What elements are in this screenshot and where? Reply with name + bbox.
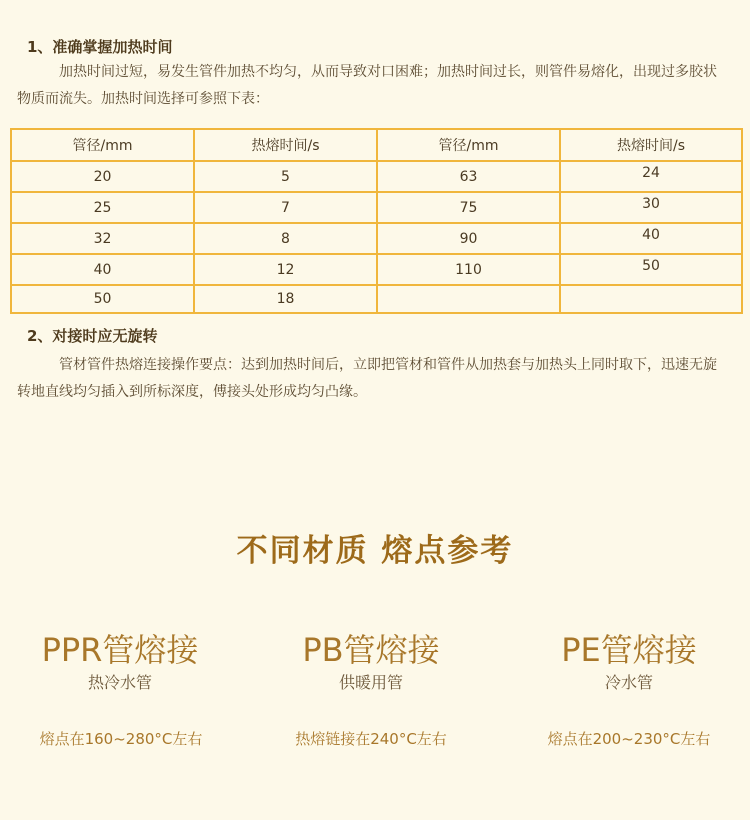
section1-title: 1、准确掌握加热时间	[27, 38, 173, 56]
table-row	[11, 254, 742, 285]
table-cell: 110	[377, 254, 560, 285]
material-pe	[514, 628, 744, 694]
table-header-row	[11, 129, 742, 161]
material-ppr	[5, 628, 235, 694]
material-use: 供暖用管	[338, 673, 403, 692]
header-pipe-diameter: 管径/mm	[377, 129, 560, 161]
section2-text: 管材管件热熔连接操作要点：达到加热时间后，立即把管材和管件从加热套与加热头上同时取下，迅速无旋转地直线均匀插入到所标深度，傅接头处形成均匀凸缘。	[17, 357, 717, 400]
material-pb	[256, 628, 486, 694]
table-cell: 8	[194, 223, 377, 254]
material-name: PPR管熔接	[41, 631, 199, 669]
header-heat-time: 热熔时间/s	[560, 129, 742, 161]
material-melt-pb: 热熔链接在240°C左右	[295, 730, 447, 748]
table-row	[11, 161, 742, 192]
table-cell: 50	[11, 285, 194, 313]
table-cell: 40	[560, 223, 742, 254]
table-cell	[377, 285, 560, 313]
table-cell	[560, 285, 742, 313]
table-cell: 7	[194, 192, 377, 223]
heating-time-table	[10, 128, 743, 314]
section2-title: 2、对接时应无旋转	[27, 327, 158, 345]
table-cell: 24	[560, 161, 742, 192]
section1-paragraph	[17, 59, 729, 113]
header-heat-time: 热熔时间/s	[194, 129, 377, 161]
header-pipe-diameter: 管径/mm	[11, 129, 194, 161]
table-cell: 32	[11, 223, 194, 254]
table-cell: 25	[11, 192, 194, 223]
section2-paragraph	[17, 352, 729, 406]
section1-text: 加热时间过短，易发生管件加热不均匀，从而导致对口困难；加热时间过长，则管件易熔化，出现过多胶状物质而流失。加热时间选择可参照下表：	[17, 64, 717, 107]
table-row	[11, 192, 742, 223]
material-melt-ppr: 熔点在160~280°C左右	[39, 730, 203, 748]
material-use: 热冷水管	[87, 673, 152, 692]
material-melt-pe: 熔点在200~230°C左右	[547, 730, 711, 748]
table-cell: 63	[377, 161, 560, 192]
table-cell: 5	[194, 161, 377, 192]
table-row	[11, 223, 742, 254]
material-use: 冷水管	[604, 673, 653, 692]
table-cell: 20	[11, 161, 194, 192]
melting-point-title: 不同材质 熔点参考	[236, 533, 514, 569]
table-cell: 90	[377, 223, 560, 254]
table-cell: 75	[377, 192, 560, 223]
table-cell: 40	[11, 254, 194, 285]
material-name: PE管熔接	[561, 631, 697, 669]
table-cell: 30	[560, 192, 742, 223]
table-cell: 18	[194, 285, 377, 313]
table-row	[11, 285, 742, 313]
table-cell: 12	[194, 254, 377, 285]
table-cell: 50	[560, 254, 742, 285]
material-name: PB管熔接	[302, 631, 440, 669]
